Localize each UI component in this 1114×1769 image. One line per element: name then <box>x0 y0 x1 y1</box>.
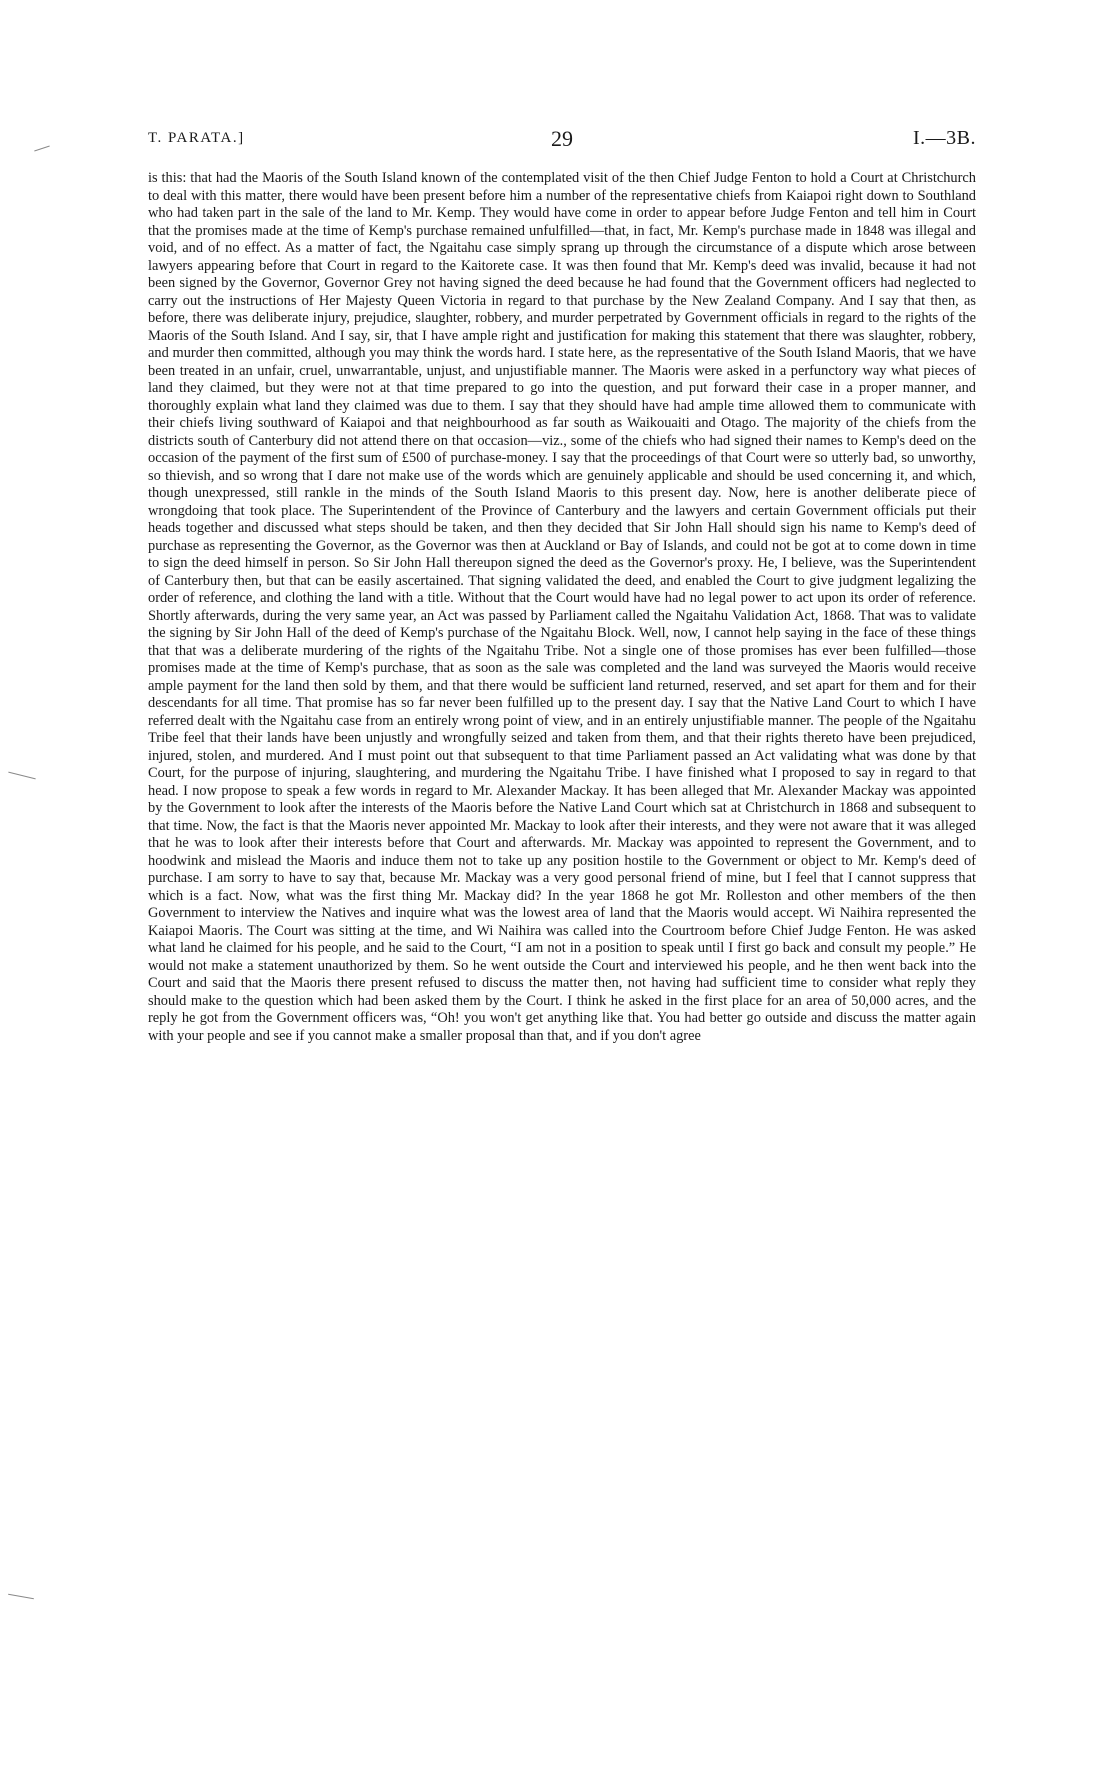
margin-mark <box>34 146 50 152</box>
margin-mark <box>8 772 35 780</box>
document-reference: I.—3B. <box>913 127 976 149</box>
body-paragraph: is this: that had the Maoris of the South Island known of the contemplated visit of the then Chief Judge Fenton to hold a Court at Christchurch to deal with this matter, there would have been present before him a number of the representative chiefs from Kaiapoi right down to Southland who had taken part in the sale of the land to Mr. Kemp. They would have come in order to appear before Judge Fenton and tell him in Court that the promises made at the time of Kemp's purchase remained unfulfilled—that, in fact, Mr. Kemp's purchase made in 1848 was illegal and void, and of no effect. As a matter of fact, the Ngaitahu case simply sprang up through the circumstance of a dispute which arose between lawyers appearing before that Court in regard to the Kaitorete case. It was then found that Mr. Kemp's deed was invalid, because it had not been signed by the Governor, Governor Grey not having signed the deed because he had found that the Government officers had neglected to carry out the instructions of Her Majesty Queen Victoria in regard to that purchase by the New Zealand Company. And I say that then, as before, there was deliberate injury, prejudice, slaughter, robbery, and murder perpetrated by Government officials in regard to the rights of the Maoris of the South Island. And I say, sir, that I have ample right and justification for making this statement that there was slaughter, robbery, and murder then committed, although you may think the words hard. I state here, as the representative of the South Island Maoris, that we have been treated in an unfair, cruel, unwarrantable, unjust, and unjustifiable manner. The Maoris were asked in a perfunctory way what pieces of land they claimed, but they were not at that time prepared to go into the question, and put forward their case in a proper manner, and thoroughly explain what land they claimed was due to them. I say that they should have had ample time allowed them to communicate with their chiefs living southward of Kaiapoi and that neighbourhood as far south as Waikouaiti and Otago. The majority of the chiefs from the districts south of Canterbury did not attend there on that occasion—viz., some of the chiefs who had signed their names to Kemp's deed on the occasion of the payment of the first sum of £500 of purchase-money. I say that the proceedings of that Court were so utterly bad, so unworthy, so thievish, and so wrong that I dare not make use of the words which are genuinely applicable and should be used concerning it, and which, though unexpressed, still rankle in the minds of the South Island Maoris to this present day. Now, here is another deliberate piece of wrongdoing that took place. The Superintendent of the Province of Canterbury and the lawyers and certain Government officials put their heads together and discussed what steps should be taken, and then they decided that Sir John Hall should sign his name to Kemp's deed of purchase as representing the Governor, as the Governor was then at Auckland or Bay of Islands, and could not be got at to come down in time to sign the deed himself in person. So Sir John Hall thereupon signed the deed as the Governor's proxy. He, I believe, was the Superintendent of Canterbury then, but that can be easily ascertained. That signing validated the deed, and enabled the Court to give judgment legalizing the order of reference, and clothing the land with a title. Without that the Court would have had no legal power to act upon its order of reference. Shortly afterwards, during the very same year, an Act was passed by Parliament called the Ngaitahu Validation Act, 1868. That was to validate the signing by Sir John Hall of the deed of Kemp's purchase of the Ngaitahu Block. Well, now, I cannot help saying in the face of these things that that was a deliberate murdering of the rights of the Ngaitahu Tribe. Not a single one of those promises has ever been fulfilled—those promises made at the time of Kemp's purchase, that as soon as the sale was completed and the land was surveyed the Maoris would receive ample payment for the land then sold by them, and that there would be sufficient land returned, reserved, and set apart for them and for their descendants for all time. That promise has so far never been fulfilled up to the present day. I say that the Native Land Court to which I have referred dealt with the Ngaitahu case from an entirely wrong point of view, and in an entirely unjustifiable manner. The people of the Ngaitahu Tribe feel that their lands have been unjustly and wrongfully seized and taken from them, and that their rights thereto have been prejudiced, injured, stolen, and murdered. And I must point out that subsequent to that time Parliament passed an Act validating what was done by that Court, for the purpose of injuring, slaughtering, and murdering the Ngaitahu Tribe. I have finished what I proposed to say in regard to that head. I now propose to speak a few words in regard to Mr. Alexander Mackay. It has been alleged that Mr. Alexander Mackay was appointed by the Government to look after the interests of the Maoris before the Native Land Court which sat at Christchurch in 1868 and subsequent to that time. Now, the fact is that the Maoris never appointed Mr. Mackay to look after their interests, and they were not aware that it was alleged that he was to look after their interests before that Court and afterwards. Mr. Mackay was appointed to represent the Government, and to hoodwink and mislead the Maoris and induce them not to take up any position hostile to the Government or object to Mr. Kemp's deed of purchase. I am sorry to have to say that, because Mr. Mackay was a very good personal friend of mine, but I feel that I cannot suppress that which is a fact. Now, what was the first thing Mr. Mackay did? In the year 1868 he got Mr. Rolleston and other members of the then Government to interview the Natives and inquire what was the lowest area of land that the Maoris would accept. Wi Naihira represented the Kaiapoi Maoris. The Court was sitting at the time, and Wi Naihira was called into the Courtroom before Chief Judge Fenton. He was asked what land he claimed for his people, and he said to the Court, “I am not in a position to speak until I first go back and consult my people.” He would not make a statement unauthorized by them. So he went outside the Court and interviewed his people, and he then went back into the Court and said that the Maoris there present refused to discuss the matter then, not having had sufficient time to consider what reply they should make to the question which had been asked them by the Court. I think he asked in the first place for an area of 50,000 acres, and the reply he got from the Government officers was, “Oh! you won't get anything like that. You had better go outside and discuss the matter again with your people and see if you cannot make a smaller proposal than that, and if you don't agree <box>148 170 976 1044</box>
header-speaker: T. PARATA.] <box>148 130 245 146</box>
margin-mark <box>8 1594 34 1599</box>
page-number: 29 <box>551 126 573 151</box>
page-header <box>148 126 976 156</box>
